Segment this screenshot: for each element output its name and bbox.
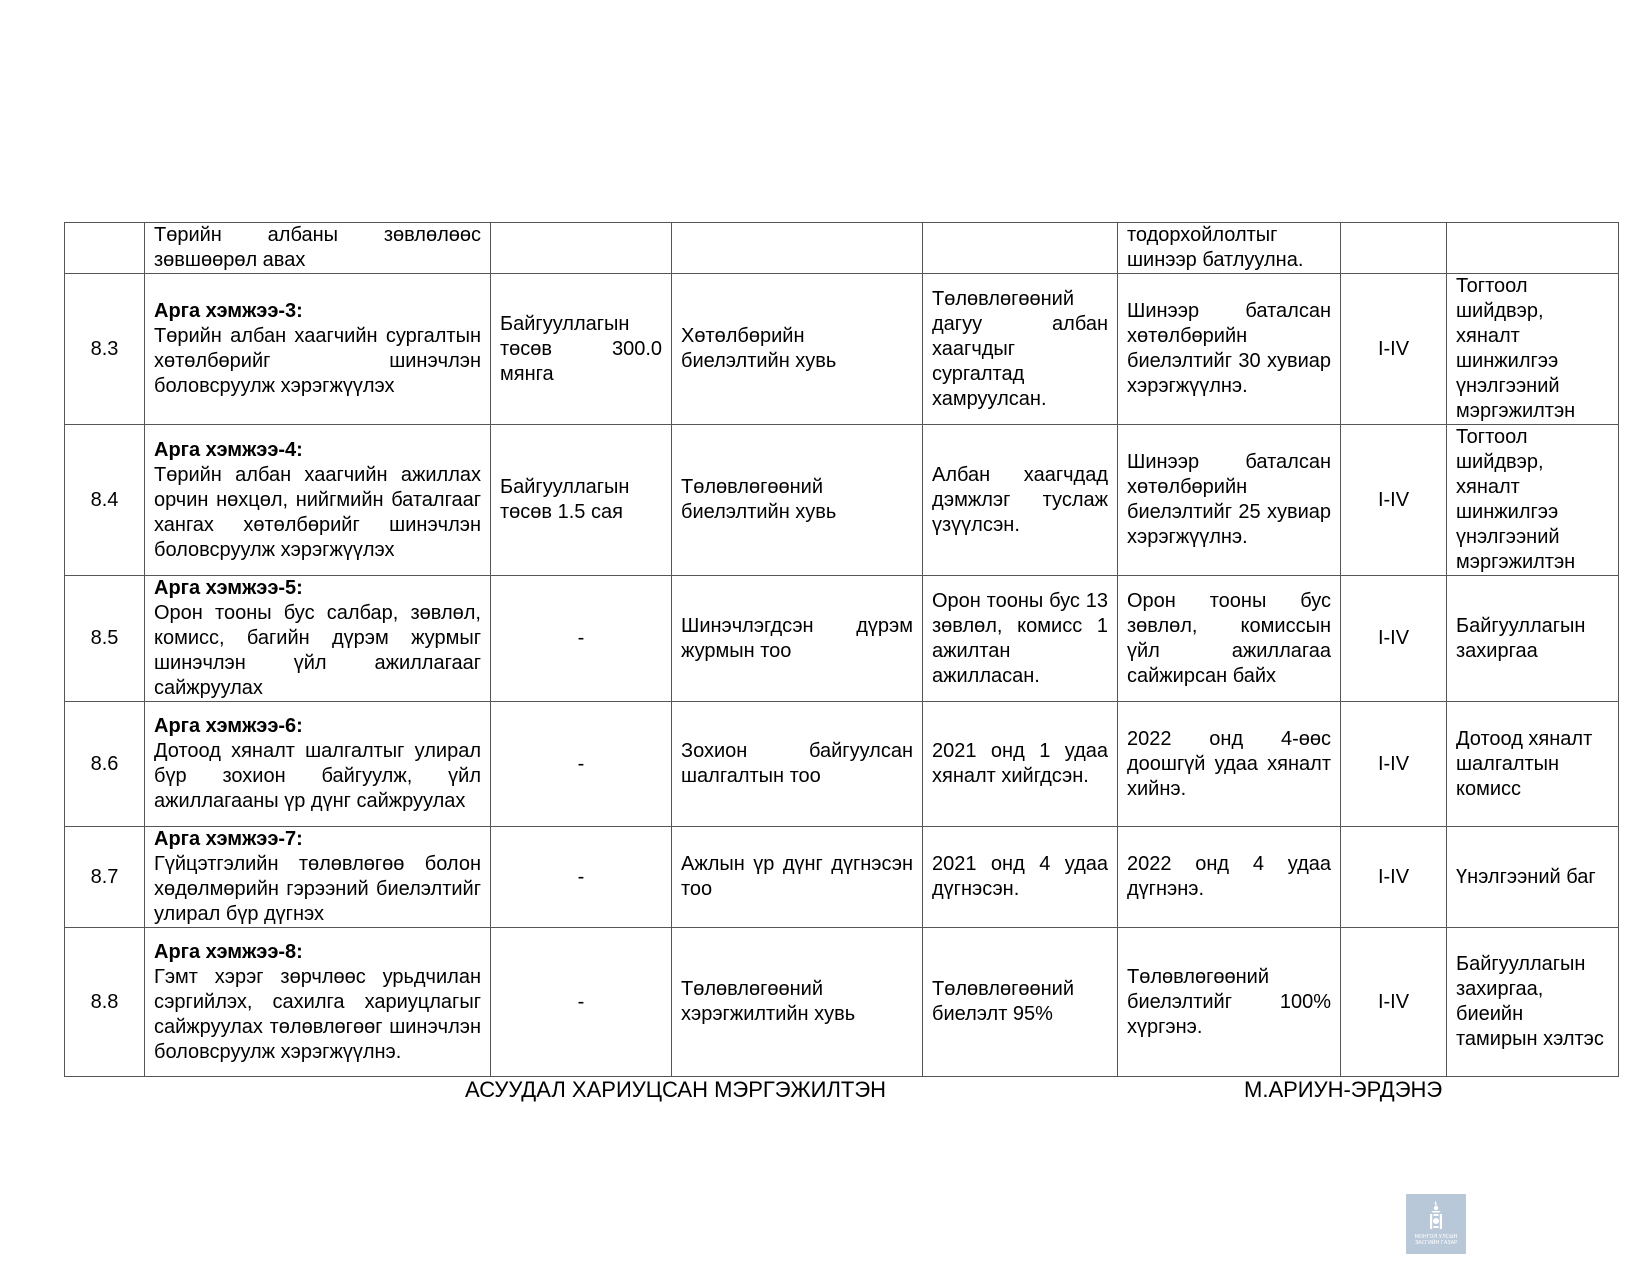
- indicator-cell: Төлөвлөгөөний хэрэгжилтийн хувь: [672, 928, 923, 1077]
- period-cell: [1341, 223, 1447, 274]
- table-row: [65, 928, 1619, 1077]
- baseline-cell: [923, 223, 1118, 274]
- target-cell: Төлөвлөгөөний биелэлтийг 100% хүргэнэ.: [1118, 928, 1341, 1077]
- row-number: 8.7: [65, 827, 145, 928]
- indicator-cell: Ажлын үр дүнг дүгнэсэн тоо: [672, 827, 923, 928]
- responsible-cell: Дотоод хяналт шалгалтын комисс: [1447, 702, 1619, 827]
- target-cell: Шинээр баталсан хөтөлбөрийн биелэлтийг 25 хувиар хэрэгжүүлнэ.: [1118, 425, 1341, 576]
- budget-cell: -: [491, 576, 672, 702]
- responsible-cell: Үнэлгээний баг: [1447, 827, 1619, 928]
- emblem-text-line1: МОНГОЛ УЛСЫН: [1414, 1234, 1458, 1240]
- budget-cell: -: [491, 702, 672, 827]
- target-cell: 2022 онд 4-өөс доошгүй удаа хяналт хийнэ.: [1118, 702, 1341, 827]
- budget-cell: Байгууллагын төсөв 1.5 сая: [491, 425, 672, 576]
- budget-cell: -: [491, 827, 672, 928]
- table-row: [65, 223, 1619, 274]
- period-cell: I-IV: [1341, 827, 1447, 928]
- budget-cell: -: [491, 928, 672, 1077]
- signature-title: АСУУДАЛ ХАРИУЦСАН МЭРГЭЖИЛТЭН: [465, 1077, 887, 1102]
- target-cell: тодорхойлолтыг шинээр батлуулна.: [1118, 223, 1341, 274]
- baseline-cell: Төлөвлөгөөний дагуу албан хаагчдыг сургалтад хамруулсан.: [923, 274, 1118, 425]
- table-row: [65, 827, 1619, 928]
- signature-name: М.АРИУН-ЭРДЭНЭ: [1244, 1077, 1443, 1102]
- indicator-cell: Зохион байгуулсан шалгалтын тоо: [672, 702, 923, 827]
- table-row: [65, 425, 1619, 576]
- measure-cell: [145, 827, 491, 928]
- row-number: 8.5: [65, 576, 145, 702]
- measure-text: Төрийн албаны зөвлөлөөс зөвшөөрөл авах: [154, 224, 481, 271]
- responsible-cell: [1447, 223, 1619, 274]
- period-cell: I-IV: [1341, 702, 1447, 827]
- baseline-cell: 2021 онд 4 удаа дүгнэсэн.: [923, 827, 1118, 928]
- measure-cell: [145, 576, 491, 702]
- government-emblem: [1406, 1194, 1466, 1254]
- indicator-cell: Төлөвлөгөөний биелэлтийн хувь: [672, 425, 923, 576]
- emblem-text-line2: ЗАСГИЙН ГАЗАР: [1414, 1240, 1458, 1246]
- table-row: [65, 274, 1619, 425]
- target-cell: 2022 онд 4 удаа дүгнэнэ.: [1118, 827, 1341, 928]
- baseline-cell: Орон тооны бус 13 зөвлөл, комисс 1 ажилтан ажилласан.: [923, 576, 1118, 702]
- measure-title: Арга хэмжээ-8:: [154, 940, 303, 963]
- measure-title: Арга хэмжээ-5:: [154, 577, 303, 599]
- period-cell: I-IV: [1341, 576, 1447, 702]
- table-row: [65, 702, 1619, 827]
- target-cell: Шинээр баталсан хөтөлбөрийн биелэлтийг 30 хувиар хэрэгжүүлнэ.: [1118, 274, 1341, 425]
- measure-cell: [145, 425, 491, 576]
- action-plan-table: [64, 222, 1619, 1077]
- measure-text: Төрийн албан хаагчийн сургалтын хөтөлбөрийг шинэчлэн боловсруулж хэрэгжүүлэх: [154, 325, 481, 397]
- responsible-cell: Тогтоол шийдвэр, хяналт шинжилгээ үнэлгээний мэргэжилтэн: [1447, 425, 1619, 576]
- measure-text: Дотоод хяналт шалгалтыг улирал бүр зохион байгуулж, үйл ажиллагааны үр дүнг сайжруулах: [154, 740, 481, 812]
- responsible-cell: Тогтоол шийдвэр, хяналт шинжилгээ үнэлгээний мэргэжилтэн: [1447, 274, 1619, 425]
- measure-cell: [145, 223, 491, 274]
- measure-text: Гүйцэтгэлийн төлөвлөгөө болон хөдөлмөрийн гэрээний биелэлтийг улирал бүр дүгнэх: [154, 853, 481, 925]
- row-number: 8.8: [65, 928, 145, 1077]
- measure-title: Арга хэмжээ-3:: [154, 300, 303, 322]
- budget-cell: [491, 223, 672, 274]
- measure-cell: [145, 702, 491, 827]
- row-number: [65, 223, 145, 274]
- row-number: 8.6: [65, 702, 145, 827]
- period-cell: I-IV: [1341, 425, 1447, 576]
- table-row: [65, 576, 1619, 702]
- table-body: [65, 223, 1619, 1077]
- emblem-caption: [1415, 1234, 1458, 1246]
- period-cell: I-IV: [1341, 928, 1447, 1077]
- target-cell: Орон тооны бус зөвлөл, комиссын үйл ажиллагаа сайжирсан байх: [1118, 576, 1341, 702]
- measure-title: Арга хэмжээ-6:: [154, 715, 303, 737]
- indicator-cell: Хөтөлбөрийн биелэлтийн хувь: [672, 274, 923, 425]
- indicator-cell: Шинэчлэгдсэн дүрэм журмын тоо: [672, 576, 923, 702]
- measure-cell: [145, 274, 491, 425]
- period-cell: I-IV: [1341, 274, 1447, 425]
- row-number: 8.4: [65, 425, 145, 576]
- measure-title: Арга хэмжээ-7:: [154, 828, 303, 850]
- measure-cell: [145, 928, 491, 1077]
- soyombo-emblem-icon: [1425, 1198, 1447, 1232]
- measure-text: Төрийн албан хаагчийн ажиллах орчин нөхцөл, нийгмийн баталгааг хангах хөтөлбөрийг шинэчлэн боловсруулж хэрэгжүүлэх: [154, 463, 481, 561]
- measure-title: Арга хэмжээ-4:: [154, 438, 303, 461]
- row-number: 8.3: [65, 274, 145, 425]
- baseline-cell: Төлөвлөгөөний биелэлт 95%: [923, 928, 1118, 1077]
- measure-text: Гэмт хэрэг зөрчлөөс урьдчилан сэргийлэх, сахилга хариуцлагыг сайжруулах төлөвлөгөөг шинэчлэн боловсруулж хэрэгжүүлнэ.: [154, 965, 481, 1063]
- budget-cell: Байгууллагын төсөв 300.0 мянга: [491, 274, 672, 425]
- baseline-cell: 2021 онд 1 удаа хяналт хийгдсэн.: [923, 702, 1118, 827]
- indicator-cell: [672, 223, 923, 274]
- baseline-cell: Албан хаагчдад дэмжлэг туслаж үзүүлсэн.: [923, 425, 1118, 576]
- responsible-cell: Байгууллагын захиргаа, биеийн тамирын хэлтэс: [1447, 928, 1619, 1077]
- responsible-cell: Байгууллагын захиргаа: [1447, 576, 1619, 702]
- measure-text: Орон тооны бус салбар, зөвлөл, комисс, багийн дүрэм журмыг шинэчлэн үйл ажиллагааг сайжруулах: [154, 602, 481, 699]
